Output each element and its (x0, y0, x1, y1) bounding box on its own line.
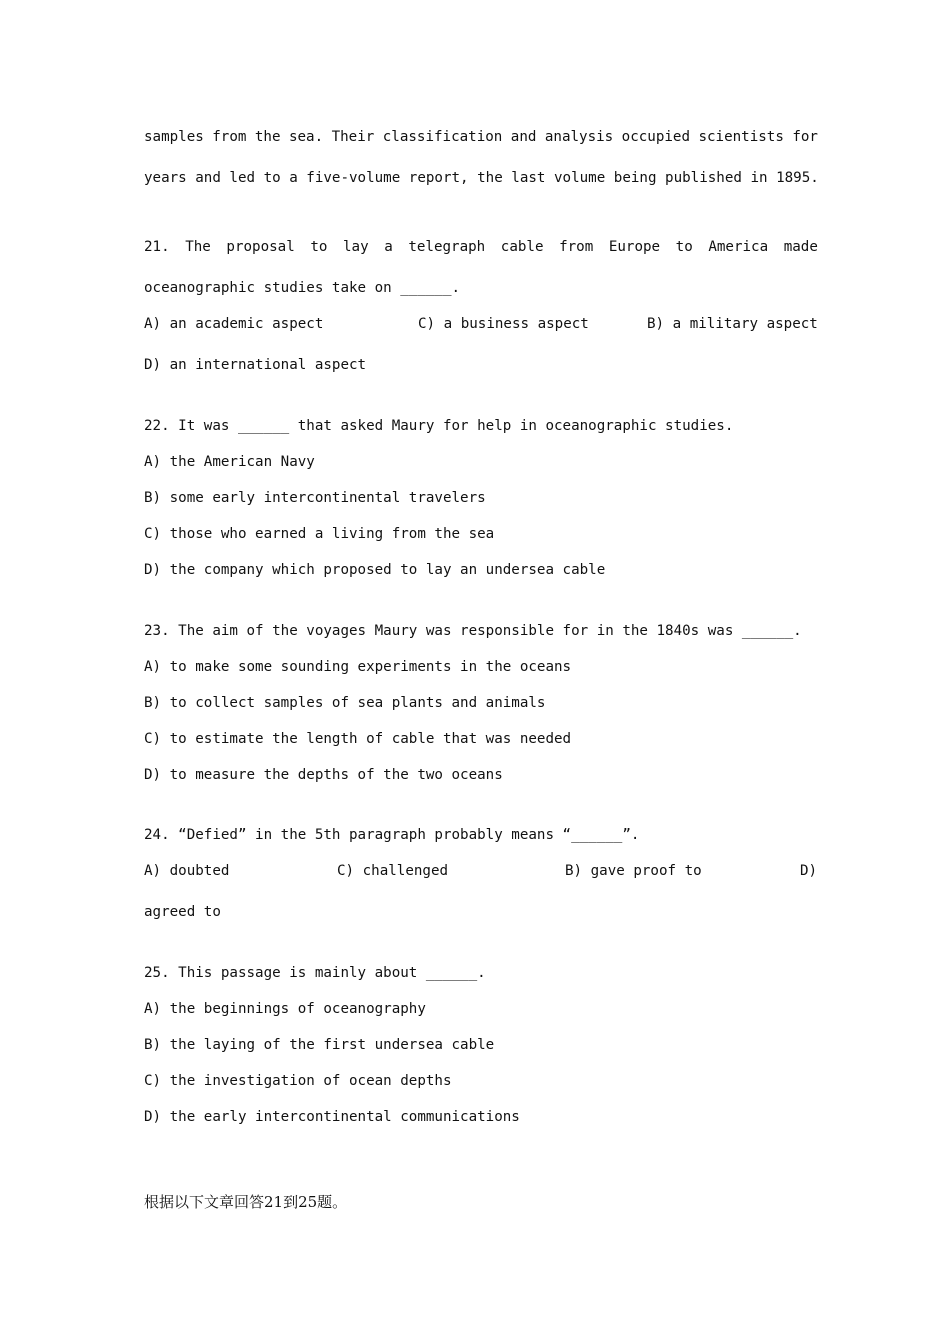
question-24-option-d-label: D) (800, 863, 818, 879)
question-23-option-a: A) to make some sounding experiments in the oceans (144, 659, 572, 675)
question-23-option-c: C) to estimate the length of cable that was needed (144, 731, 572, 747)
question-25-stem: 25. This passage is mainly about ______. (144, 965, 486, 981)
question-25-option-d: D) the early intercontinental communications (144, 1109, 520, 1125)
question-24-option-a: A) doubted (144, 863, 230, 879)
question-22-option-b: B) some early intercontinental travelers (144, 490, 486, 506)
passage-line-2: years and led to a five-volume report, the last volume being published in 1895. (144, 170, 819, 186)
question-25-option-a: A) the beginnings of oceanography (144, 1001, 426, 1017)
question-24-option-d-text: agreed to (144, 904, 221, 920)
question-21-option-c: C) a business aspect (418, 316, 589, 332)
question-25-option-b: B) the laying of the first undersea cable (144, 1037, 495, 1053)
question-25-option-c: C) the investigation of ocean depths (144, 1073, 452, 1089)
question-24-option-c: C) challenged (337, 863, 449, 879)
question-23-option-d: D) to measure the depths of the two oceans (144, 767, 503, 783)
question-22-option-c: C) those who earned a living from the sea (144, 526, 495, 542)
question-23-stem: 23. The aim of the voyages Maury was responsible for in the 1840s was ______. (144, 623, 802, 639)
question-23-option-b: B) to collect samples of sea plants and animals (144, 695, 546, 711)
question-22-option-a: A) the American Navy (144, 454, 315, 470)
question-22-stem: 22. It was ______ that asked Maury for help in oceanographic studies. (144, 418, 734, 434)
passage-line-1: samples from the sea. Their classification and analysis occupied scientists for (144, 129, 818, 145)
question-21-option-a: A) an academic aspect (144, 316, 324, 332)
question-21-stem-cont: oceanographic studies take on ______. (144, 280, 461, 296)
question-24-option-b: B) gave proof to (565, 863, 702, 879)
question-21-stem: 21. The proposal to lay a telegraph cable from Europe to America made (144, 239, 818, 255)
instruction-text: 根据以下文章回答21到25题。 (144, 1193, 348, 1211)
question-21-option-d: D) an international aspect (144, 357, 367, 373)
question-22-option-d: D) the company which proposed to lay an undersea cable (144, 562, 606, 578)
question-24-stem: 24. “Defied” in the 5th paragraph probably means “______”. (144, 827, 640, 843)
question-21-option-b: B) a military aspect (647, 316, 818, 332)
